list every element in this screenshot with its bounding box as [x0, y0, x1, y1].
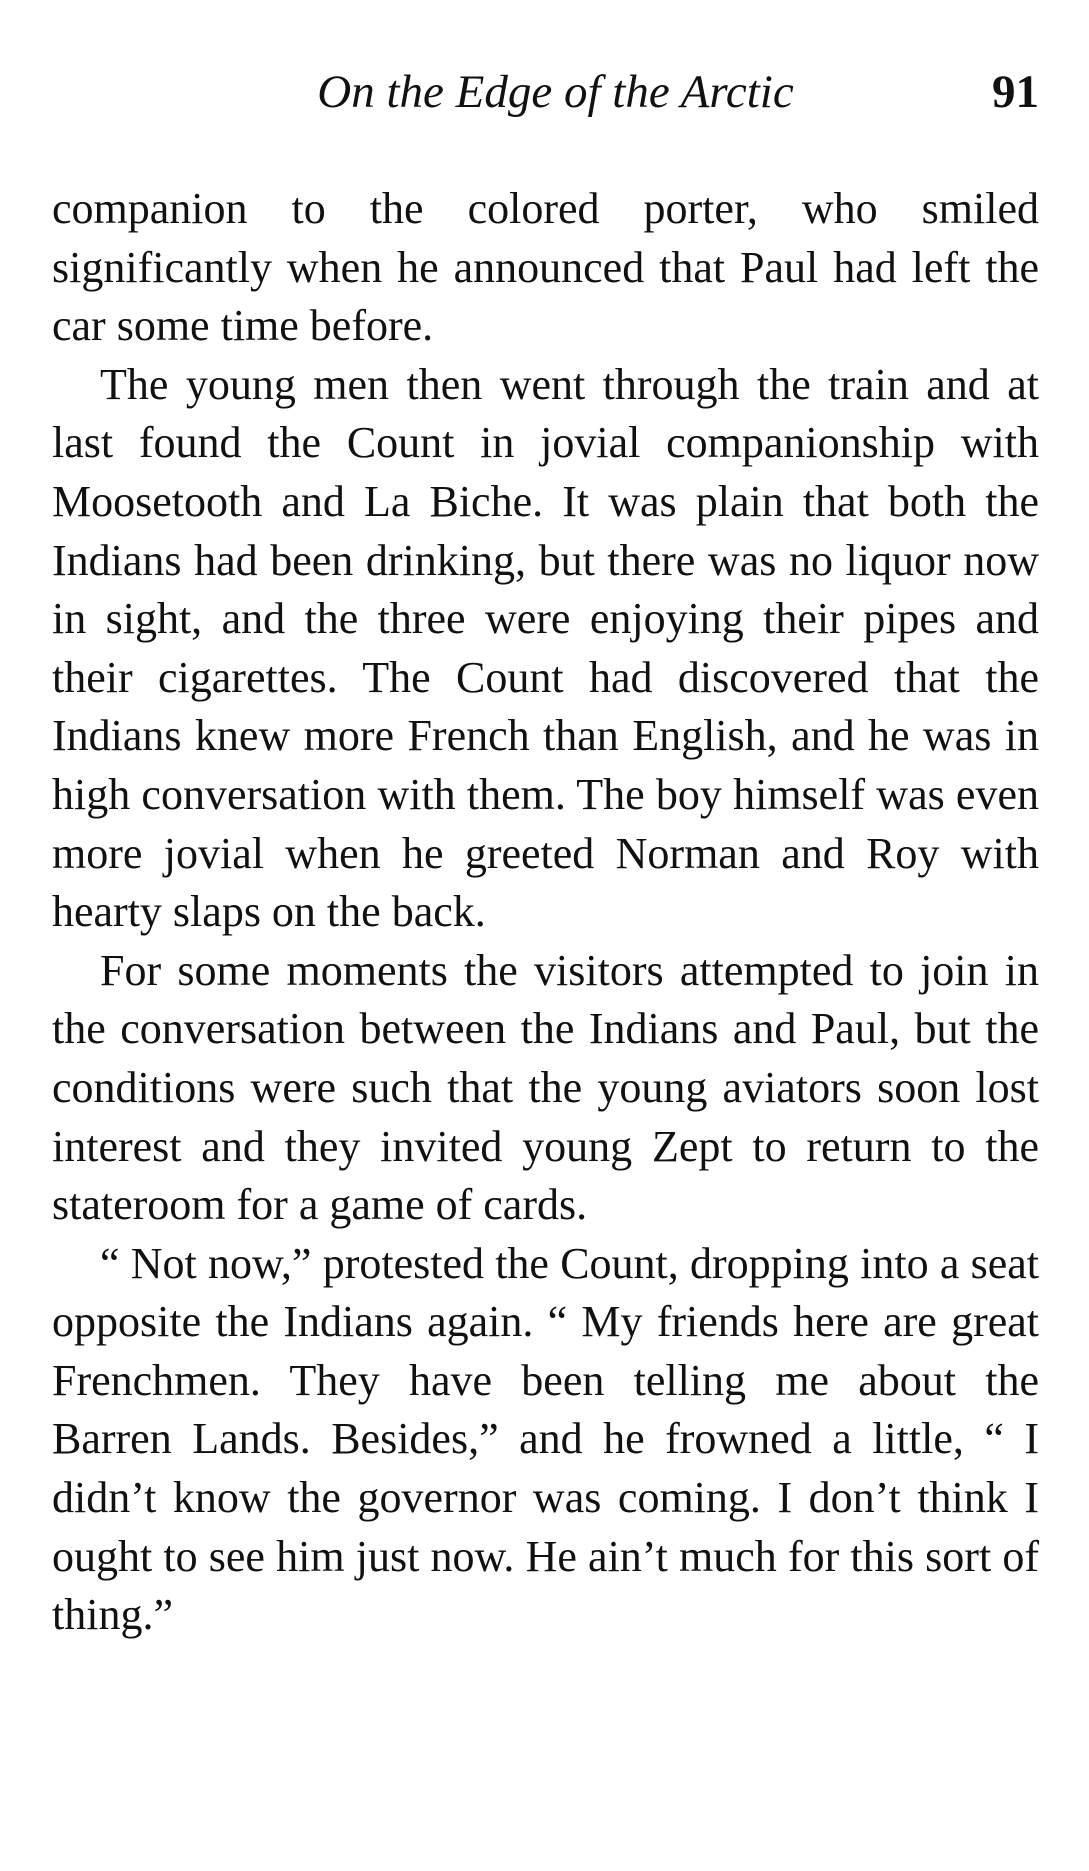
- paragraph: The young men then went through the train and at last found the Count in jovial companionship with Moosetooth and La Biche. It was plain that both the Indians had been drinking, but there was no liquor now in sight, and the three were enjoying their pipes and their cigarettes. The Count had discovered that the Indians knew more French than English, and he was in high conversation with them. The boy himself was even more jovial when he greeted Norman and Roy with hearty slaps on the back.: [52, 359, 1039, 937]
- page-body: [52, 180, 1039, 1645]
- paragraph: For some moments the visitors attempted to join in the conversation between the Indians and Paul, but the conditions were such that the young aviators soon lost interest and they invited young Zept to return to the stateroom for a game of cards.: [52, 945, 1039, 1230]
- paragraph: “ Not now,” protested the Count, dropping into a seat opposite the Indians again. “ My friends here are great Frenchmen. They have been telling me about the Barren Lands. Besides,” and he frowned a little, “ I didn’t know the governor was coming. I don’t think I ought to see him just now. He ain’t much for this sort of thing.”: [52, 1238, 1039, 1640]
- page-header: [52, 62, 1039, 122]
- running-title: On the Edge of the Arctic: [317, 66, 794, 118]
- page-number: 91: [992, 66, 1039, 118]
- paragraph: companion to the colored porter, who smiled significantly when he announced that Paul had left the car some time before.: [52, 184, 1039, 351]
